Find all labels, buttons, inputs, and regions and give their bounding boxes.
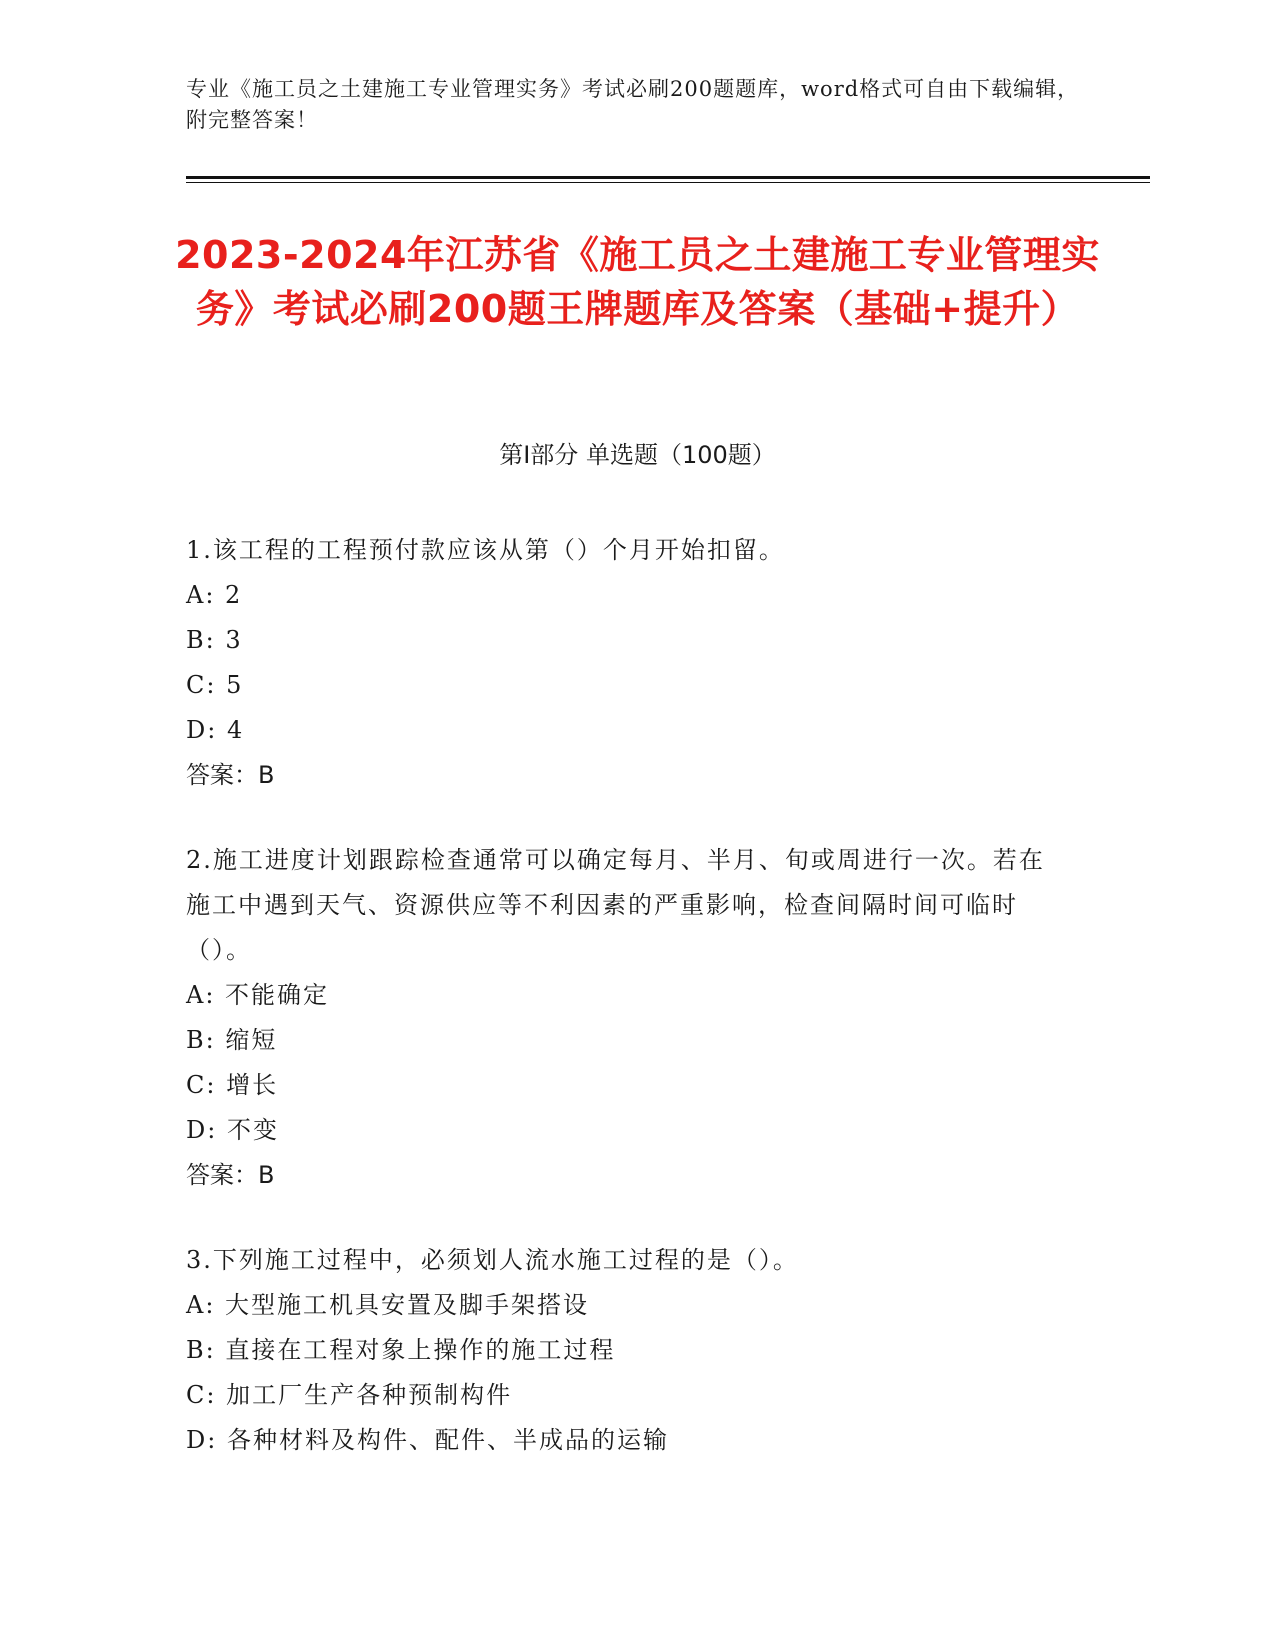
option-d: D: 4 <box>186 716 245 744</box>
option-a: A: 不能确定 <box>186 981 330 1009</box>
section-heading: 第Ⅰ部分 单选题（100题） <box>499 441 776 469</box>
question-2 <box>186 838 1066 1198</box>
question-3 <box>186 1238 1066 1463</box>
option-b: B: 缩短 <box>186 1026 278 1054</box>
option-c: C: 增长 <box>186 1071 279 1099</box>
option-b: B: 3 <box>186 626 243 654</box>
answer: 答案：B <box>186 1161 275 1189</box>
option-d: D: 不变 <box>186 1116 279 1144</box>
option-c: C: 5 <box>186 671 244 699</box>
option-d: D: 各种材料及构件、配件、半成品的运输 <box>186 1426 669 1454</box>
option-a: A: 大型施工机具安置及脚手架搭设 <box>186 1291 590 1319</box>
question-stem: 1.该工程的工程预付款应该从第（）个月开始扣留。 <box>186 536 785 564</box>
document-title: 2023-2024年江苏省《施工员之土建施工专业管理实务》考试必刷200题王牌题库及答案（基础+提升） <box>175 233 1100 331</box>
header-rule-thick <box>186 176 1150 179</box>
option-b: B: 直接在工程对象上操作的施工过程 <box>186 1336 616 1364</box>
question-stem: 2.施工进度计划跟踪检查通常可以确定每月、半月、旬或周进行一次。若在施工中遇到天气、资源供应等不利因素的严重影响，检查间隔时间可临时（）。 <box>186 846 1045 964</box>
answer: 答案：B <box>186 761 275 789</box>
question-stem: 3.下列施工过程中，必须划人流水施工过程的是（）。 <box>186 1246 799 1274</box>
question-1 <box>186 528 1066 798</box>
option-c: C: 加工厂生产各种预制构件 <box>186 1381 513 1409</box>
question-list <box>186 528 1066 1503</box>
option-a: A: 2 <box>186 581 243 609</box>
header-note: 专业《施工员之土建施工专业管理实务》考试必刷200题题库，word格式可自由下载编辑，附完整答案！ <box>186 77 1080 132</box>
header-rule-thin <box>186 182 1150 183</box>
